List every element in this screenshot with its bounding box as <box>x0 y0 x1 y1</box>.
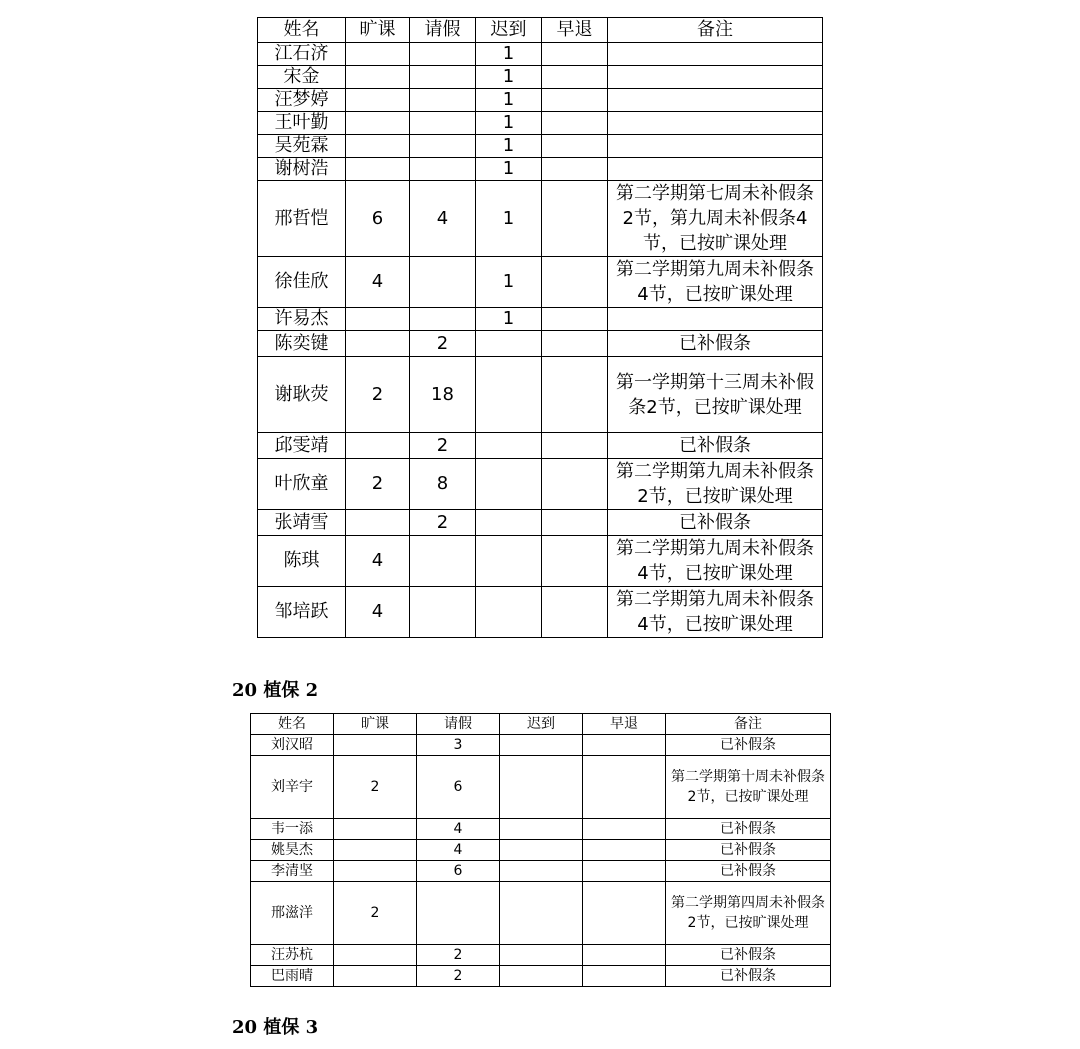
cell-remark: 第二学期第九周未补假条2节，已按旷课处理 <box>608 459 823 510</box>
cell-name: 汪梦婷 <box>258 89 346 112</box>
cell-remark: 已补假条 <box>608 510 823 536</box>
cell-remark: 第二学期第九周未补假条4节，已按旷课处理 <box>608 257 823 308</box>
table-row <box>251 756 831 819</box>
cell-late <box>500 882 583 945</box>
cell-absent <box>334 966 417 987</box>
cell-remark: 已补假条 <box>666 735 831 756</box>
table-row <box>258 135 823 158</box>
table-row <box>258 433 823 459</box>
cell-early <box>583 756 666 819</box>
cell-absent: 2 <box>346 459 410 510</box>
cell-remark: 已补假条 <box>666 819 831 840</box>
cell-early <box>542 66 608 89</box>
cell-name: 谢树浩 <box>258 158 346 181</box>
cell-late <box>500 861 583 882</box>
cell-absent: 4 <box>346 257 410 308</box>
table-row <box>258 43 823 66</box>
cell-early <box>542 158 608 181</box>
cell-late <box>500 840 583 861</box>
cell-name: 邢滋洋 <box>251 882 334 945</box>
cell-remark: 已补假条 <box>666 861 831 882</box>
table-row <box>258 536 823 587</box>
cell-absent: 4 <box>346 536 410 587</box>
table-row <box>258 459 823 510</box>
cell-late: 1 <box>476 135 542 158</box>
cell-name: 巴雨晴 <box>251 966 334 987</box>
cell-name: 姚昊杰 <box>251 840 334 861</box>
cell-absent <box>334 735 417 756</box>
header-cell-leave: 请假 <box>410 18 476 43</box>
cell-late <box>500 735 583 756</box>
cell-name: 韦一添 <box>251 819 334 840</box>
cell-remark <box>608 135 823 158</box>
cell-remark: 第二学期第七周未补假条2节，第九周未补假条4节，已按旷课处理 <box>608 181 823 257</box>
header-cell-name: 姓名 <box>258 18 346 43</box>
cell-leave: 4 <box>417 819 500 840</box>
cell-leave <box>410 257 476 308</box>
cell-remark: 已补假条 <box>608 433 823 459</box>
cell-absent <box>334 861 417 882</box>
cell-late: 1 <box>476 43 542 66</box>
cell-early <box>583 819 666 840</box>
cell-late <box>476 587 542 638</box>
header-row <box>258 18 823 43</box>
cell-early <box>542 89 608 112</box>
table-row <box>251 882 831 945</box>
cell-late: 1 <box>476 158 542 181</box>
cell-name: 陈琪 <box>258 536 346 587</box>
cell-early <box>542 459 608 510</box>
cell-name: 邱雯靖 <box>258 433 346 459</box>
cell-remark: 第二学期第四周未补假条2节，已按旷课处理 <box>666 882 831 945</box>
cell-leave: 2 <box>417 966 500 987</box>
cell-leave: 8 <box>410 459 476 510</box>
section-title-class-3: 20 植保 3 <box>232 1017 319 1038</box>
cell-early <box>542 357 608 433</box>
cell-absent: 2 <box>334 882 417 945</box>
cell-absent <box>334 840 417 861</box>
cell-name: 邢哲恺 <box>258 181 346 257</box>
cell-late <box>476 536 542 587</box>
cell-early <box>542 331 608 357</box>
cell-absent <box>334 945 417 966</box>
table-row <box>251 840 831 861</box>
cell-name: 刘汉昭 <box>251 735 334 756</box>
cell-name: 王叶勤 <box>258 112 346 135</box>
cell-remark: 第一学期第十三周未补假条2节，已按旷课处理 <box>608 357 823 433</box>
cell-leave <box>410 89 476 112</box>
header-cell-leave: 请假 <box>417 714 500 735</box>
table-row <box>258 181 823 257</box>
cell-leave <box>410 308 476 331</box>
cell-leave: 2 <box>410 510 476 536</box>
cell-late: 1 <box>476 112 542 135</box>
attendance-table-2-body <box>251 714 831 987</box>
cell-leave <box>410 135 476 158</box>
cell-leave <box>410 112 476 135</box>
header-cell-absent: 旷课 <box>346 18 410 43</box>
header-cell-early: 早退 <box>583 714 666 735</box>
cell-leave: 2 <box>410 331 476 357</box>
table-row <box>258 331 823 357</box>
cell-late: 1 <box>476 181 542 257</box>
cell-leave <box>410 536 476 587</box>
cell-early <box>542 43 608 66</box>
cell-absent: 2 <box>334 756 417 819</box>
cell-absent <box>346 112 410 135</box>
cell-remark: 第二学期第九周未补假条4节，已按旷课处理 <box>608 536 823 587</box>
cell-late <box>500 966 583 987</box>
table-row <box>251 735 831 756</box>
cell-early <box>542 587 608 638</box>
cell-absent <box>346 433 410 459</box>
header-cell-name: 姓名 <box>251 714 334 735</box>
cell-leave: 3 <box>417 735 500 756</box>
cell-leave: 6 <box>417 861 500 882</box>
cell-late <box>476 433 542 459</box>
cell-early <box>583 882 666 945</box>
cell-early <box>542 308 608 331</box>
table-row <box>258 158 823 181</box>
table-row <box>258 89 823 112</box>
cell-early <box>583 966 666 987</box>
cell-late <box>476 510 542 536</box>
header-cell-absent: 旷课 <box>334 714 417 735</box>
table-row <box>258 357 823 433</box>
cell-late <box>500 945 583 966</box>
header-cell-late: 迟到 <box>500 714 583 735</box>
cell-leave: 2 <box>417 945 500 966</box>
cell-late <box>476 357 542 433</box>
cell-late <box>500 756 583 819</box>
cell-name: 邹培跃 <box>258 587 346 638</box>
cell-leave: 4 <box>410 181 476 257</box>
cell-early <box>583 945 666 966</box>
cell-leave <box>410 43 476 66</box>
attendance-table-1 <box>257 17 823 638</box>
attendance-table-2 <box>250 713 831 987</box>
cell-remark <box>608 43 823 66</box>
cell-early <box>583 840 666 861</box>
cell-name: 谢耿荧 <box>258 357 346 433</box>
cell-leave <box>410 158 476 181</box>
section-title-class-2: 20 植保 2 <box>232 680 319 701</box>
table-row <box>258 66 823 89</box>
cell-leave <box>410 587 476 638</box>
cell-remark <box>608 66 823 89</box>
cell-remark: 已补假条 <box>608 331 823 357</box>
cell-name: 江石济 <box>258 43 346 66</box>
cell-absent: 2 <box>346 357 410 433</box>
cell-remark: 已补假条 <box>666 945 831 966</box>
cell-late: 1 <box>476 66 542 89</box>
cell-leave: 6 <box>417 756 500 819</box>
table-row <box>251 945 831 966</box>
cell-early <box>542 181 608 257</box>
header-cell-remark: 备注 <box>608 18 823 43</box>
cell-leave: 18 <box>410 357 476 433</box>
cell-early <box>583 735 666 756</box>
cell-early <box>542 536 608 587</box>
cell-early <box>542 257 608 308</box>
cell-name: 汪苏杭 <box>251 945 334 966</box>
cell-remark <box>608 158 823 181</box>
cell-remark <box>608 112 823 135</box>
attendance-table-1-body <box>258 18 823 638</box>
cell-name: 刘辛宇 <box>251 756 334 819</box>
cell-leave: 2 <box>410 433 476 459</box>
cell-name: 宋金 <box>258 66 346 89</box>
cell-absent <box>346 308 410 331</box>
cell-absent <box>346 89 410 112</box>
cell-late: 1 <box>476 257 542 308</box>
cell-remark <box>608 89 823 112</box>
cell-early <box>542 433 608 459</box>
cell-remark: 第二学期第十周未补假条2节，已按旷课处理 <box>666 756 831 819</box>
cell-absent <box>346 66 410 89</box>
cell-absent <box>334 819 417 840</box>
cell-absent: 4 <box>346 587 410 638</box>
cell-late <box>500 819 583 840</box>
cell-remark: 已补假条 <box>666 966 831 987</box>
cell-name: 叶欣童 <box>258 459 346 510</box>
cell-absent <box>346 158 410 181</box>
cell-name: 李清坚 <box>251 861 334 882</box>
cell-name: 许易杰 <box>258 308 346 331</box>
cell-leave <box>417 882 500 945</box>
cell-name: 陈奕键 <box>258 331 346 357</box>
header-row <box>251 714 831 735</box>
cell-remark: 已补假条 <box>666 840 831 861</box>
cell-name: 张靖雪 <box>258 510 346 536</box>
table-row <box>258 510 823 536</box>
cell-early <box>583 861 666 882</box>
table-row <box>258 308 823 331</box>
cell-late <box>476 331 542 357</box>
header-cell-late: 迟到 <box>476 18 542 43</box>
cell-absent <box>346 135 410 158</box>
cell-early <box>542 135 608 158</box>
table-row <box>258 587 823 638</box>
cell-leave: 4 <box>417 840 500 861</box>
cell-remark <box>608 308 823 331</box>
cell-absent <box>346 331 410 357</box>
cell-early <box>542 510 608 536</box>
cell-absent: 6 <box>346 181 410 257</box>
cell-late <box>476 459 542 510</box>
cell-late: 1 <box>476 89 542 112</box>
cell-absent <box>346 43 410 66</box>
table-row <box>251 819 831 840</box>
cell-late: 1 <box>476 308 542 331</box>
cell-leave <box>410 66 476 89</box>
cell-remark: 第二学期第九周未补假条4节，已按旷课处理 <box>608 587 823 638</box>
header-cell-early: 早退 <box>542 18 608 43</box>
table-row <box>251 861 831 882</box>
cell-name: 吴苑霖 <box>258 135 346 158</box>
cell-absent <box>346 510 410 536</box>
header-cell-remark: 备注 <box>666 714 831 735</box>
cell-early <box>542 112 608 135</box>
cell-name: 徐佳欣 <box>258 257 346 308</box>
table-row <box>258 257 823 308</box>
table-row <box>258 112 823 135</box>
table-row <box>251 966 831 987</box>
